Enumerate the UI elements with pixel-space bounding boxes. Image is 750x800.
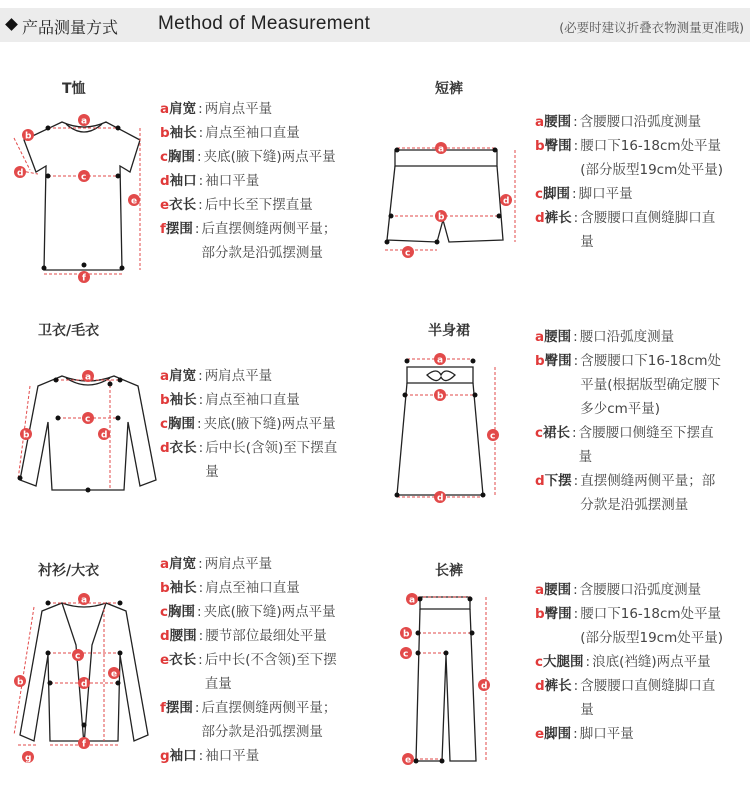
svg-text:b: b bbox=[23, 430, 30, 441]
svg-text:f: f bbox=[82, 739, 86, 750]
desc-row: e脚围 : 脚口平量 bbox=[535, 726, 634, 742]
desc-row: b袖长 : 肩点至袖口直量 bbox=[160, 392, 300, 408]
svg-text:d: d bbox=[101, 430, 108, 441]
badge-c bbox=[82, 412, 94, 425]
desc-row: f摆围 : 后直摆侧缝两侧平量； bbox=[160, 700, 337, 716]
svg-text:b: b bbox=[437, 391, 444, 402]
badge-a bbox=[78, 114, 90, 127]
badge-b bbox=[20, 428, 32, 441]
badge-b bbox=[14, 675, 26, 688]
diamond-bullet-icon bbox=[5, 18, 18, 31]
shorts-title: 短裤 bbox=[435, 81, 463, 97]
header-note: (必要时建议折叠衣物测量更准哦) bbox=[559, 20, 744, 35]
desc-row: c胸围 : 夹底(腋下缝)两点平量 bbox=[160, 149, 336, 165]
tshirt-title: T恤 bbox=[62, 81, 86, 97]
desc-row: f摆围 : 后直摆侧缝两侧平量； bbox=[160, 221, 337, 237]
desc-row-cont: 量 bbox=[580, 234, 594, 250]
skirt-desc bbox=[535, 325, 721, 517]
pants-title: 长裤 bbox=[435, 563, 463, 579]
badge-e bbox=[128, 194, 140, 207]
desc-row-cont: 直量 bbox=[204, 676, 232, 692]
desc-row-cont: 分款是沿弧摆测量 bbox=[580, 497, 689, 513]
badge-e bbox=[108, 667, 120, 680]
badge-c bbox=[400, 647, 412, 660]
svg-text:a: a bbox=[437, 355, 444, 366]
badge-d bbox=[434, 491, 446, 504]
desc-row-cont: 多少cm平量) bbox=[580, 401, 661, 417]
desc-row: c脚围 : 脚口平量 bbox=[535, 186, 633, 202]
desc-row: d裤长 : 含腰腰口直侧缝脚口直 bbox=[535, 678, 716, 694]
badge-b bbox=[434, 389, 446, 402]
svg-text:d: d bbox=[437, 493, 444, 504]
svg-text:a: a bbox=[409, 595, 416, 606]
skirt-diagram bbox=[375, 345, 525, 505]
desc-row: a肩宽 : 两肩点平量 bbox=[160, 556, 273, 572]
pants-desc bbox=[535, 578, 723, 746]
sweater-title: 卫衣/毛衣 bbox=[38, 323, 100, 339]
badge-c bbox=[402, 246, 414, 259]
badge-d bbox=[478, 679, 490, 692]
svg-text:d: d bbox=[503, 196, 510, 207]
header-title-cn: 产品测量方式 bbox=[22, 18, 119, 37]
svg-text:a: a bbox=[438, 144, 445, 155]
desc-row: b臀围 : 腰口下16-18cm处平量 bbox=[535, 138, 722, 154]
badge-d bbox=[14, 166, 26, 179]
desc-row: e衣长 : 后中长(不含领)至下摆 bbox=[160, 652, 337, 668]
desc-row-cont: 部分款是沿弧摆测量 bbox=[201, 245, 323, 261]
desc-row: a腰围 : 腰口沿弧度测量 bbox=[535, 329, 675, 345]
desc-row: a腰围 : 含腰腰口沿弧度测量 bbox=[535, 114, 702, 130]
desc-row: d下摆 : 直摆侧缝两侧平量；部 bbox=[535, 473, 716, 489]
svg-text:a: a bbox=[81, 116, 88, 127]
svg-text:e: e bbox=[405, 755, 412, 766]
sweater-desc bbox=[160, 364, 337, 484]
desc-row: a肩宽 : 两肩点平量 bbox=[160, 368, 273, 384]
badge-b bbox=[435, 210, 447, 223]
svg-text:e: e bbox=[111, 669, 118, 680]
page-header bbox=[0, 8, 750, 42]
svg-text:d: d bbox=[481, 681, 488, 692]
badge-a bbox=[435, 142, 447, 155]
shirt-desc bbox=[160, 552, 337, 768]
desc-row: b袖长 : 肩点至袖口直量 bbox=[160, 125, 300, 141]
svg-text:c: c bbox=[81, 172, 87, 183]
badge-e bbox=[402, 753, 414, 766]
desc-row-cont: 量 bbox=[578, 449, 593, 465]
desc-row: d袖口 : 袖口平量 bbox=[160, 173, 260, 189]
svg-text:e: e bbox=[131, 196, 138, 207]
svg-text:g: g bbox=[25, 753, 32, 764]
desc-row: d衣长 : 后中长(含领)至下摆直 bbox=[160, 440, 338, 456]
shirt-title: 衬衫/大衣 bbox=[38, 563, 100, 579]
svg-text:b: b bbox=[25, 131, 32, 142]
desc-row: c胸围 : 夹底(腋下缝)两点平量 bbox=[160, 604, 336, 620]
svg-text:b: b bbox=[438, 212, 445, 223]
desc-row: b臀围 : 腰口下16-18cm处平量 bbox=[535, 606, 722, 622]
badge-f bbox=[78, 737, 90, 750]
desc-row: c胸围 : 夹底(腋下缝)两点平量 bbox=[160, 416, 336, 432]
svg-text:d: d bbox=[17, 168, 24, 179]
badge-d bbox=[500, 194, 512, 207]
desc-row: c裙长 : 含腰腰口侧缝至下摆直 bbox=[535, 425, 714, 441]
svg-text:c: c bbox=[490, 431, 496, 442]
desc-row-cont: (部分版型19cm处平量) bbox=[580, 630, 724, 646]
desc-row-cont: (部分版型19cm处平量) bbox=[580, 162, 724, 178]
svg-text:b: b bbox=[17, 677, 24, 688]
badge-c bbox=[487, 429, 499, 442]
badge-a bbox=[434, 353, 446, 366]
badge-c bbox=[78, 170, 90, 183]
desc-row: b臀围 : 含腰腰口下16-18cm处 bbox=[535, 353, 722, 369]
shirt-diagram bbox=[0, 585, 160, 770]
badge-c bbox=[72, 649, 84, 662]
badge-f bbox=[78, 271, 90, 284]
shorts-desc bbox=[535, 110, 723, 254]
tshirt-desc bbox=[160, 97, 336, 265]
pants-diagram bbox=[390, 585, 520, 770]
desc-row: d裤长 : 含腰腰口直侧缝脚口直 bbox=[535, 210, 716, 226]
header-title-en: Method of Measurement bbox=[158, 13, 371, 34]
skirt-title: 半身裙 bbox=[428, 323, 470, 339]
desc-row: a腰围 : 含腰腰口沿弧度测量 bbox=[535, 582, 702, 598]
svg-text:c: c bbox=[405, 248, 411, 259]
badge-a bbox=[406, 593, 418, 606]
desc-row: b袖长 : 肩点至袖口直量 bbox=[160, 580, 300, 596]
badge-b bbox=[400, 627, 412, 640]
svg-text:c: c bbox=[75, 651, 81, 662]
svg-text:c: c bbox=[85, 414, 91, 425]
sweater-diagram bbox=[0, 360, 160, 500]
svg-text:b: b bbox=[403, 629, 410, 640]
desc-row: g袖口 : 袖口平量 bbox=[160, 748, 260, 764]
svg-text:a: a bbox=[85, 372, 92, 383]
badge-a bbox=[78, 593, 90, 606]
svg-text:d: d bbox=[81, 679, 88, 690]
desc-row: e衣长 : 后中长至下摆直量 bbox=[160, 197, 313, 213]
shorts-diagram bbox=[375, 130, 525, 265]
desc-row-cont: 量 bbox=[580, 702, 594, 718]
desc-row: d腰围 : 腰节部位最细处平量 bbox=[160, 628, 327, 644]
badge-d bbox=[98, 428, 110, 441]
tshirt-diagram bbox=[0, 100, 160, 285]
badge-g bbox=[22, 751, 34, 764]
svg-text:a: a bbox=[81, 595, 88, 606]
desc-row-cont: 量 bbox=[205, 464, 219, 480]
desc-row-cont: 平量(根据版型确定腰下 bbox=[580, 377, 721, 393]
desc-row-cont: 部分款是沿弧摆测量 bbox=[201, 724, 323, 740]
svg-text:f: f bbox=[82, 273, 86, 284]
desc-row: a肩宽 : 两肩点平量 bbox=[160, 101, 273, 117]
svg-text:c: c bbox=[403, 649, 409, 660]
desc-row: c大腿围 : 浪底(裆缝)两点平量 bbox=[535, 654, 711, 670]
